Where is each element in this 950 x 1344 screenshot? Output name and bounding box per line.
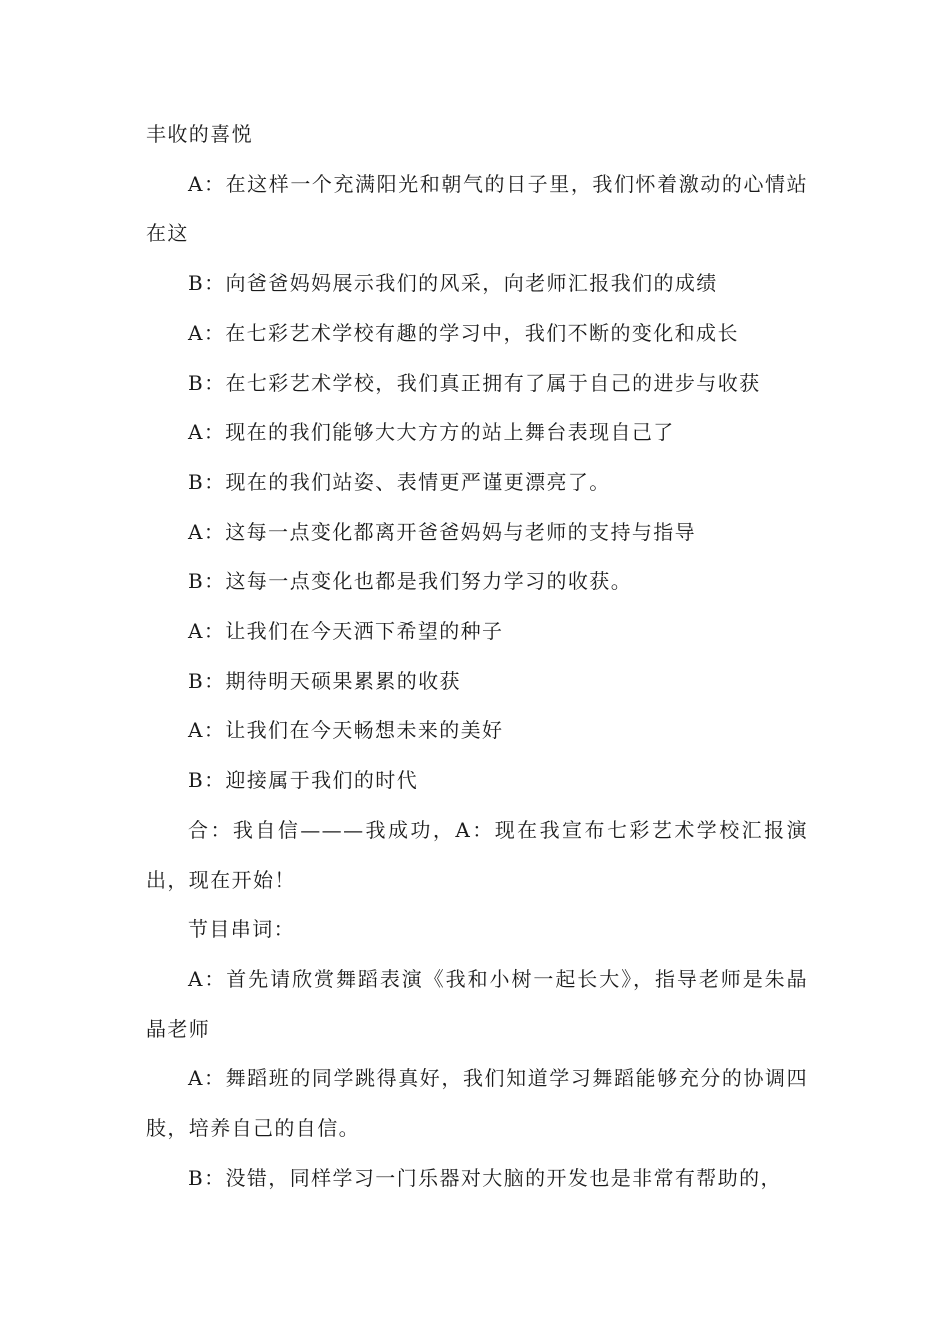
paragraph: B：迎接属于我们的时代 [188,768,419,793]
paragraph: B：在七彩艺术学校，我们真正拥有了属于自己的进步与收获 [188,370,761,395]
paragraph: A：现在的我们能够大大方方的站上舞台表现自己了 [188,420,675,445]
paragraph: B：期待明天硕果累累的收获 [188,668,461,693]
paragraph: B：向爸爸妈妈展示我们的风采，向老师汇报我们的成绩 [188,271,718,296]
document-body [146,110,808,1203]
paragraph: A：在这样一个充满阳光和朝气的日子里，我们怀着激动的心情站在这 [146,171,808,246]
paragraph: A：在七彩艺术学校有趣的学习中，我们不断的变化和成长 [188,320,739,345]
paragraph-heading: 丰收的喜悦 [146,122,253,146]
paragraph: B：没错，同样学习一门乐器对大脑的开发也是非常有帮助的， [188,1165,782,1190]
paragraph: 合：我自信———我成功，A：现在我宣布七彩艺术学校汇报演出，现在开始！ [146,817,808,892]
paragraph: B：这每一点变化也都是我们努力学习的收获。 [188,569,633,594]
paragraph: B：现在的我们站姿、表情更严谨更漂亮了。 [188,469,611,494]
paragraph: A：首先请欣赏舞蹈表演《我和小树一起长大》，指导老师是朱晶晶老师 [146,966,808,1041]
paragraph: A：让我们在今天畅想未来的美好 [188,718,504,743]
paragraph-section-label: 节目串词： [188,917,295,942]
paragraph: A：舞蹈班的同学跳得真好，我们知道学习舞蹈能够充分的协调四肢，培养自己的自信。 [146,1066,808,1141]
paragraph: A：这每一点变化都离开爸爸妈妈与老师的支持与指导 [188,519,697,544]
paragraph: A：让我们在今天洒下希望的种子 [188,619,504,644]
